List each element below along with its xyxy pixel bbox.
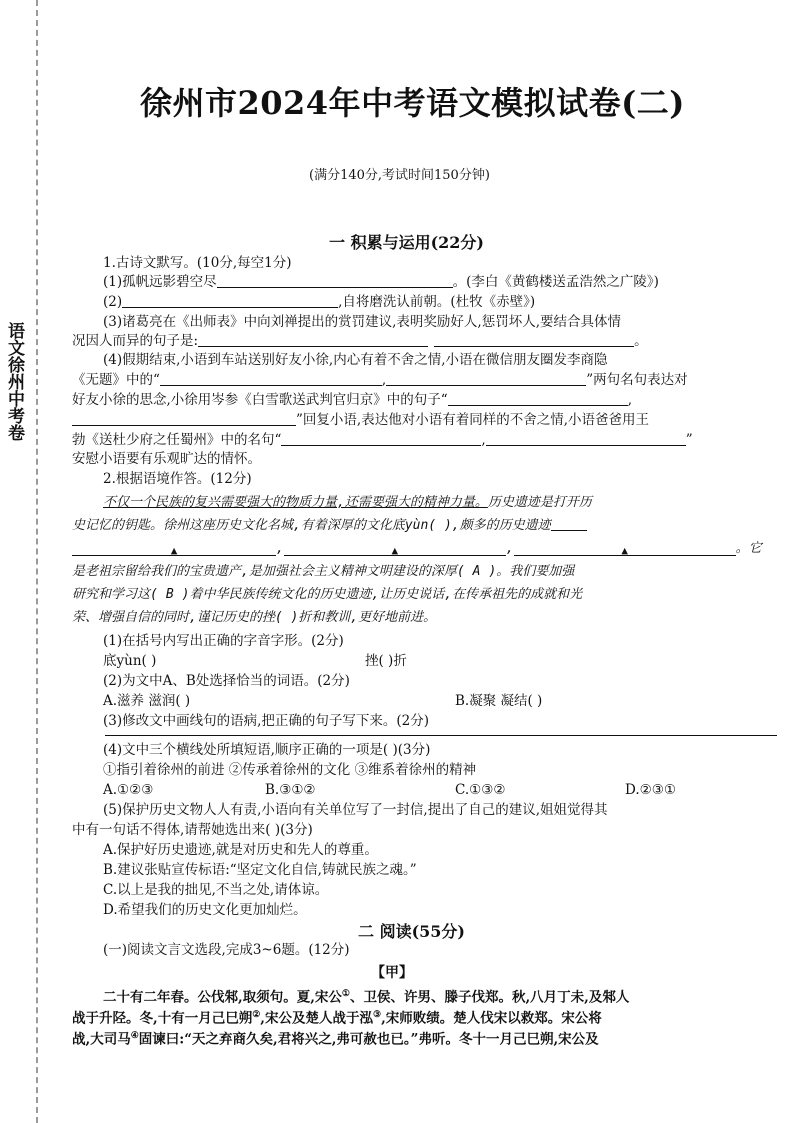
q1-line-3: (3)诸葛亮在《出师表》中向刘禅提出的赏罚建议,表明奖励好人,惩罚坏人,要结合具体情 — [103, 314, 621, 330]
passage-l1b: 、卫侯、许男、滕子伐郑。秋,八月丁未,及邾人 — [349, 989, 630, 1006]
passage-line-2 — [72, 1006, 602, 1029]
answer-blank[interactable] — [217, 273, 453, 288]
passage-line-1 — [103, 985, 629, 1008]
side-label: 语文徐州中考卷 — [4, 322, 24, 441]
q1-line-7 — [72, 391, 632, 410]
triangle-marker: ▲ — [170, 544, 178, 557]
q1-l2b: ,自将磨洗认前朝。(杜牧《赤壁》) — [338, 294, 536, 310]
q1-line-10: 安慰小语要有乐观旷达的情怀。 — [72, 451, 261, 467]
q1-l6c: ”两句名句表达对 — [586, 372, 688, 388]
passage-l1a: 二十有二年春。公伐邾,取须句。夏,宋公 — [103, 989, 342, 1006]
answer-blank[interactable] — [551, 516, 587, 531]
q2-sub-5-b: 中有一句话不得体,请帮她选出来( )(3分) — [72, 822, 313, 838]
q2-sub-2-b[interactable]: B.凝聚 凝结( ) — [455, 693, 543, 709]
q1-line-9 — [72, 431, 693, 450]
q2-underlined-sentence: 不仅一个民族的复兴需要强大的物质力量,还需要强大的精神力量。 — [103, 495, 488, 510]
q2-sub-5-a: (5)保护历史文物人人有责,小语向有关单位写了一封信,提出了自己的建议,姐姐觉得其 — [103, 802, 608, 818]
q1-l4b: 。 — [634, 333, 648, 349]
footnote-3: ③ — [372, 1010, 382, 1020]
answer-blank[interactable] — [448, 391, 628, 406]
passage-line-3 — [72, 1027, 599, 1050]
section-2-title: 二 阅读(55分) — [358, 922, 465, 941]
q1-line-2 — [103, 293, 535, 312]
q1-l2a: (2) — [103, 294, 123, 310]
q2-p4a: 是老祖宗留给我们的宝贵遗产,是加强社会主义精神文明建设的深厚( — [72, 564, 465, 579]
q2-sub-1: (1)在括号内写出正确的字音字形。(2分) — [103, 633, 344, 649]
triangle-marker: ▲ — [391, 544, 399, 557]
q1-line-5: (4)假期结束,小语到车站送别好友小徐,内心有着不舍之情,小语在微信朋友圈发李商隐 — [103, 352, 608, 368]
passage-l3a: 战,大司马 — [72, 1031, 131, 1048]
q2-opt-c[interactable]: C.以上是我的拙见,不当之处,请体谅。 — [103, 882, 329, 898]
q2-para-3: ▲ , ▲ , ▲ 。它 — [72, 539, 762, 558]
passage-l2b: ,宋公及楚人战于泓 — [260, 1010, 373, 1027]
q2-sub-2-a[interactable]: A.滋养 滋润( ) — [103, 693, 191, 709]
footnote-1: ① — [341, 989, 350, 999]
q2-p1-rest: 历史遗迹是打开历 — [487, 495, 592, 510]
q2-para-6: 荣、增强自信的同时,谨记历史的挫( )折和教训,更好地前进。 — [72, 610, 437, 625]
q2-mark-b: B — [165, 587, 174, 602]
q2-p2: 史记忆的钥匙。徐州这座历史文化名城,有着深厚的文化底yùn( ),颇多的历史遗迹 — [72, 518, 551, 533]
q1-line-8 — [72, 411, 649, 430]
q1-l8a: ”回复小语,表达他对小语有着同样的不舍之情,小语爸爸用王 — [296, 412, 649, 428]
fill-blank-3[interactable] — [514, 541, 736, 556]
passage-l2c: ,宋师败绩。楚人伐宋以救郑。宋公将 — [381, 1010, 602, 1027]
q1-head: 1.古诗文默写。(10分,每空1分) — [103, 255, 292, 271]
answer-blank[interactable] — [198, 332, 428, 347]
answer-blank[interactable] — [122, 293, 338, 308]
answer-blank[interactable] — [434, 332, 634, 347]
q2-opt-a[interactable]: A.保护好历史遗迹,就是对历史和先人的尊重。 — [103, 842, 378, 858]
q2-p4c: )。我们要加强 — [488, 564, 575, 579]
answer-blank[interactable] — [281, 431, 481, 446]
exam-subtitle: (满分140分,考试时间150分钟) — [309, 168, 490, 183]
footnote-4: ④ — [130, 1031, 139, 1041]
q2-opt-b[interactable]: B.建议张贴宣传标语:“坚定文化自信,铸就民族之魂。” — [103, 862, 417, 878]
q1-l4a: 况因人而异的句子是: — [72, 333, 199, 349]
q1-l7b: , — [627, 392, 632, 408]
fill-blank-2[interactable] — [284, 541, 506, 556]
q2-opt-d[interactable]: D.希望我们的历史文化更加灿烂。 — [103, 902, 307, 918]
option-a[interactable]: A.①②③ — [103, 782, 154, 798]
triangle-marker: ▲ — [621, 544, 628, 557]
q2-sub-1-a[interactable]: 底yùn( ) — [103, 653, 157, 669]
option-d[interactable]: D.②③① — [625, 782, 676, 798]
passage-l3b: 固谏曰:“天之弃商久矣,君将兴之,弗可赦也已。”弗听。冬十一月己巳朔,宋公及 — [138, 1031, 599, 1048]
option-c[interactable]: C.①③② — [455, 782, 506, 798]
q2-mark-a: A — [472, 564, 481, 579]
q2-sub-4: (4)文中三个横线处所填短语,顺序正确的一项是( )(3分) — [103, 742, 431, 758]
option-b[interactable]: B.③①② — [265, 782, 316, 798]
q1-line-1 — [103, 273, 659, 292]
answer-blank[interactable] — [386, 371, 586, 386]
exam-title: 徐州市2024年中考语文模拟试卷(二) — [140, 84, 685, 122]
fill-blank-1[interactable] — [72, 541, 276, 556]
q1-line-4 — [72, 332, 648, 351]
answer-blank[interactable] — [72, 411, 296, 426]
q1-l9b: , — [481, 432, 486, 448]
answer-line[interactable] — [105, 735, 777, 736]
q2-head: 2.根据语境作答。(12分) — [103, 471, 252, 487]
q1-l6b: , — [381, 372, 387, 388]
q2-p3-end: 。它 — [735, 541, 762, 556]
q2-para-2 — [72, 516, 587, 535]
q2-p5c: )着中华民族传统文化的历史遗迹,让历史说话,在传承祖先的成就和光 — [181, 587, 583, 602]
q2-para-5 — [72, 585, 582, 604]
q1-l1a: (1)孤帆远影碧空尽 — [103, 274, 217, 290]
q2-para-4 — [72, 562, 574, 581]
q2-sub-4-items: ①指引着徐州的前进 ②传承着徐州的文化 ③维系着徐州的精神 — [103, 762, 477, 778]
q2-sub-1-b[interactable]: 挫( )折 — [365, 653, 407, 669]
q1-l6a: 《无题》中的“ — [72, 372, 160, 388]
passage-l2a: 战于升陉。冬,十有一月己巳朔 — [72, 1010, 253, 1027]
q1-l9a: 勃《送杜少府之任蜀州》中的名句“ — [72, 432, 282, 448]
answer-blank[interactable] — [160, 371, 382, 386]
footnote-2: ② — [252, 1010, 261, 1020]
q2-sub-2: (2)为文中A、B处选择恰当的词语。(2分) — [103, 673, 350, 689]
answer-blank[interactable] — [486, 431, 686, 446]
passage-jia-label: 【甲】 — [371, 965, 413, 981]
binding-dashed-line — [36, 0, 38, 1123]
q1-l9c: ” — [685, 432, 693, 448]
section-1-title: 一 积累与运用(22分) — [329, 233, 484, 252]
q1-l7a: 好友小徐的思念,小徐用岑参《白雪歌送武判官归京》中的句子“ — [72, 392, 448, 408]
q2-sub-3: (3)修改文中画线句的语病,把正确的句子写下来。(2分) — [103, 713, 430, 729]
q2-p5a: 研究和学习这( — [72, 587, 158, 602]
q2-para-1 — [103, 493, 592, 512]
q1-line-6 — [72, 371, 688, 390]
q1-l1b: 。(李白《黄鹤楼送孟浩然之广陵》) — [452, 274, 659, 290]
reading-head: (一)阅读文言文选段,完成3~6题。(12分) — [103, 942, 350, 958]
